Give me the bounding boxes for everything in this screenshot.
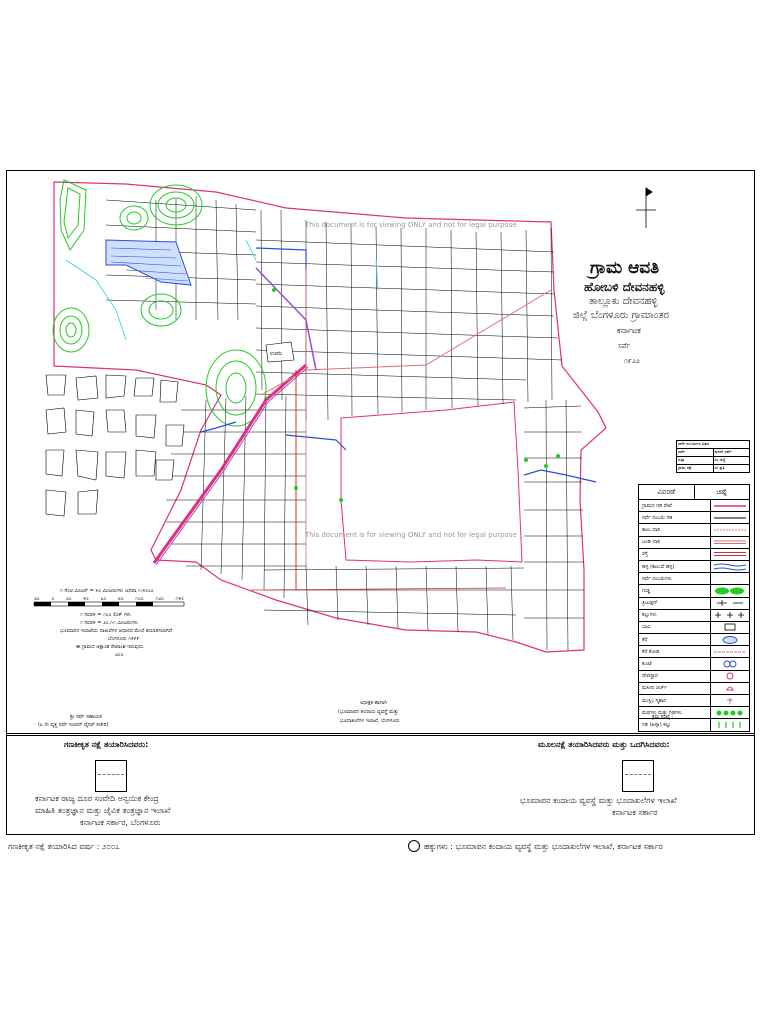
sign-left-sub: (೩ ನೇ ವೃತ್ತ ಸರ್ವೆ ಸೂಪರ್ ವೈಸರ್ ಕಚೇರಿ) (38, 722, 109, 728)
scale-tick: ೮೦ (117, 596, 124, 602)
legend-label: ಬಾವಿ (639, 622, 711, 633)
legend-row (639, 573, 749, 585)
panel-divider (6, 735, 755, 736)
trijunction-icon (713, 599, 747, 607)
legend-row (639, 512, 749, 524)
legend-row (639, 671, 749, 683)
legend (638, 484, 750, 732)
info-cell: ಪುನರ್ ಸರ್ವೆ (713, 449, 750, 456)
legend-label: ಮರಗಳು ಮತ್ತು ಗಿಡಗಳು (639, 707, 711, 718)
scale-ticks (34, 596, 184, 602)
legend-label: ಕೆರೆ ಕೋಡಿ (639, 646, 711, 657)
tank-weir-icon (713, 649, 747, 655)
village-site-label: ಊರು (270, 350, 283, 357)
info-cell: ಸಂ ಪ್ರತಿ (713, 465, 750, 472)
legend-row (639, 537, 749, 549)
legend-label: ಹಳ್ಳ (ಕಾಲುವೆ ಹಳ್ಳ) (639, 561, 711, 572)
footer-rights: ಹಕ್ಕುಗಳು : ಭೂಮಾಪನ ಕಂದಾಯ ವ್ಯವಸ್ಥೆ ಮತ್ತು ಭೂದಾಖಲೆಗಳ ಇಲಾಖೆ, ಕರ್ನಾಟಕ ಸರ್ಕಾರ (424, 842, 663, 851)
legend-row (639, 646, 749, 658)
legend-label: ಮುಸ್ಲಿಂ ಸ್ಮಶಾನ (639, 695, 711, 706)
district-title: ಜಿಲ್ಲೆ ಬೆಂಗಳೂರು ಗ್ರಾಮಾಂತರ (573, 310, 669, 321)
info-box (676, 440, 750, 473)
sign-center-sub1: (ಭೂಮಾಪನ ಕಂದಾಯ ವ್ಯವಸ್ಥೆ ಮತ್ತು (338, 709, 399, 715)
left-panel-line-2: ಮಾಹಿತಿ ತಂತ್ರಜ್ಞಾನ ಮತ್ತು ಜೈವಿಕ ತಂತ್ರಜ್ಞಾನ ಇಲಾಖೆ (35, 806, 171, 815)
boundary-stones-icon (713, 721, 747, 729)
temple-icon (713, 672, 747, 680)
info-cell: ಸರ್ವೆ (678, 449, 685, 454)
info-cell: ಹಿಸ್ಸಾ (678, 457, 685, 462)
watermark-top: This document is for viewing ONLY and not for legal purpose (305, 221, 517, 229)
stream-icon (713, 563, 747, 571)
legend-row (639, 695, 749, 707)
info-cell: ಗ್ರಾಮ ನಕ್ಷೆ (678, 465, 692, 470)
scale-text: ೧ ಸೆಂಟಿ ಮೀಟರ್ = ೪೦ ಮೀಟರುಗಳು ಅಥವಾ ೧:೪೦೦೦ (60, 588, 154, 594)
hobli-title: ಹೋಬಳಿ ದೇವನಹಳ್ಳಿ (584, 280, 665, 294)
legend-label: ಕೆರೆ (639, 634, 711, 645)
legend-label: ದೇವಸ್ಥಾನ (639, 671, 711, 682)
well-icon (713, 623, 747, 631)
serial-number-label: ಕ್ರಮ ಸಂಖ್ಯೆ : (652, 714, 674, 720)
scale-tick: ೧೪೦ (175, 596, 184, 602)
scale-tick: ೬೦ (100, 596, 107, 602)
scale-note-5: ಈ ಗ್ರಾಮದ ಅಕ್ಷಾಂಶ ರೇಖಾಂಶ ಇರುವುದು (76, 644, 144, 650)
legend-row (639, 683, 749, 695)
stones-icon (713, 611, 747, 619)
scale-note-2: ೧ ಸರಪಳಿ = ೨೦.೧೧ ಮೀಟರುಗಳು (80, 620, 139, 626)
info-cell: ಸಂ ಜಿಲ್ಲೆ (713, 457, 750, 464)
sign-center-name: ಅಧೀಕ್ಷಕ ಹಾಗಾಗಿ (360, 700, 387, 706)
state-title: ಕರ್ನಾಟಕ (617, 326, 641, 335)
legend-row (639, 658, 749, 670)
right-stamp-box (622, 760, 654, 792)
legend-label: ಕುಂಟೆ (639, 658, 711, 669)
sign-center-sub2: ಭೂದಾಖಲೆಗಳ ಇಲಾಖೆ, ಬೆಂಗಳೂರು (340, 718, 400, 724)
scale-tick: ೨೦ (34, 596, 40, 602)
legend-label: ಕಾಲು ದಾರಿ (639, 524, 711, 535)
scale-note-6: ೨೦೦ (115, 652, 124, 658)
legend-label: ಗ್ರಾಮದ ಗಡಿ ರೇಖೆ (639, 500, 711, 511)
legend-row (639, 549, 749, 561)
survey-boundary-icon (713, 515, 747, 521)
tank-icon (713, 636, 747, 644)
legend-row (639, 719, 749, 730)
scale-tick: ೧೨೦ (155, 596, 164, 602)
legend-label: ತ್ರಿಜಂಕ್ಷನ್ (639, 598, 711, 609)
legend-label: ಕಲ್ಲುಗಳು (639, 610, 711, 621)
mosque-icon (713, 684, 747, 692)
left-panel-line-3: ಕರ್ನಾಟಕ ಸರ್ಕಾರ, ಬೆಂಗಳೂರು (80, 818, 161, 827)
legend-label: ಸರ್ವೆ ನಂಬರು ಗಡಿ (639, 512, 711, 523)
footer-year: ಗಣಕೀಕೃತ ನಕ್ಷೆ ತಯಾರಿಸಿದ ವರ್ಷ : ೨೦೦೭ (8, 842, 120, 851)
left-stamp-box (95, 760, 127, 792)
village-boundary-icon (713, 503, 747, 509)
scale-note-4: ಬೆಂಗಳೂರು ೧೯೯೯ (108, 636, 140, 642)
road-icon (713, 551, 747, 557)
left-panel-heading: ಗಣಕೀಕೃತ ನಕ್ಷೆ ತಯಾರಿಸಿದವರು: (64, 740, 149, 749)
scale-tick: ೪೦ (83, 596, 89, 602)
cart-track-icon (713, 539, 747, 545)
scale-note-1: ೧ ಸರಪಳಿ = ೧೦೦ ಲಿಂಕ್ ಗಳು (80, 612, 131, 618)
legend-header-label: ವಿವರಣೆ (657, 487, 676, 496)
legend-row (639, 524, 749, 536)
legend-label: ಗಡಿ (ಹಿಸ್ಸಾ) ಕಲ್ಲು (639, 719, 711, 730)
footpath-icon (713, 527, 747, 533)
legend-label: ಬಂಡಿ ದಾರಿ (639, 537, 711, 548)
tank-water-body (106, 240, 191, 285)
scale-note-3: ಭೂಮಾಪನ ಇಲಾಖೆಯ ದಾಖಲೆಗಳ ಆಧಾರದ ಮೇಲೆ ತಯಾರಿಸಲಾಗಿದೆ (60, 628, 173, 634)
north-arrow (636, 188, 656, 228)
legend-label: ರಸ್ತೆ (639, 549, 711, 560)
legend-header-symbol: ಚಿಹ್ನೆ (694, 485, 750, 499)
left-panel-line-1: ಕರ್ನಾಟಕ ರಾಜ್ಯ ದೂರ ಸಂವೇದಿ ಅನ್ವಯಿಕ ಕೇಂದ್ರ (35, 794, 159, 803)
scale-tick: ೧೦೦ (135, 596, 144, 602)
right-panel-line-1: ಭೂಮಾಪನ ಕಂದಾಯ ವ್ಯವಸ್ಥೆ ಮತ್ತು ಭೂದಾಖಲೆಗಳ ಇಲಾಖೆ (520, 796, 677, 805)
info-cell: ಸರ್ವೆ ನಂಬರುಗಳ ವಿವರ (678, 441, 710, 446)
legend-row (639, 598, 749, 610)
graveyard-icon (713, 697, 747, 705)
legend-label: ಸರ್ವೆ ನಂಬರುಗಳು (639, 573, 711, 584)
legend-row (639, 610, 749, 622)
hillock-icon (713, 587, 747, 595)
right-panel-heading: ಮೂಲನಕ್ಷೆ ತಯಾರಿಸಿದವರು ಮತ್ತು ಒದಗಿಸಿದವರು: (538, 740, 670, 749)
scale-tick: ೦ (51, 596, 55, 602)
taluk-title: ತಾಲ್ಲೂಕು ದೇವನಹಳ್ಳಿ (589, 296, 658, 307)
legend-label: ಗುಡ್ಡ (639, 585, 711, 596)
legend-row (639, 561, 749, 573)
right-panel-line-2: ಕರ್ನಾಟಕ ಸರ್ಕಾರ (612, 808, 658, 817)
legend-row (639, 500, 749, 512)
trees-icon (713, 709, 747, 717)
watermark-bottom: This document is for viewing ONLY and not for legal purpose (305, 531, 517, 539)
scale-tick: ೨೦ (65, 596, 72, 602)
legend-row (639, 634, 749, 646)
legend-row (639, 585, 749, 597)
legend-row (639, 622, 749, 634)
copyright-circle-icon (408, 840, 420, 852)
map-subtitle: ಸರ್ವೆ (618, 342, 631, 350)
pond-icon (713, 660, 747, 668)
map-code: ೧೯೨೨ (624, 357, 640, 365)
village-title: ಗ್ರಾಮ ಆವತಿ (590, 258, 660, 278)
scale-bar (34, 602, 184, 606)
isolated-parcels (46, 375, 184, 516)
sign-left-name: ಶ್ರೀ ಸರ್ವೆ ಸಹಾಯಕ (70, 714, 102, 720)
legend-label: ಮಸೀದಿ ಚರ್ಚ್ (639, 683, 711, 694)
